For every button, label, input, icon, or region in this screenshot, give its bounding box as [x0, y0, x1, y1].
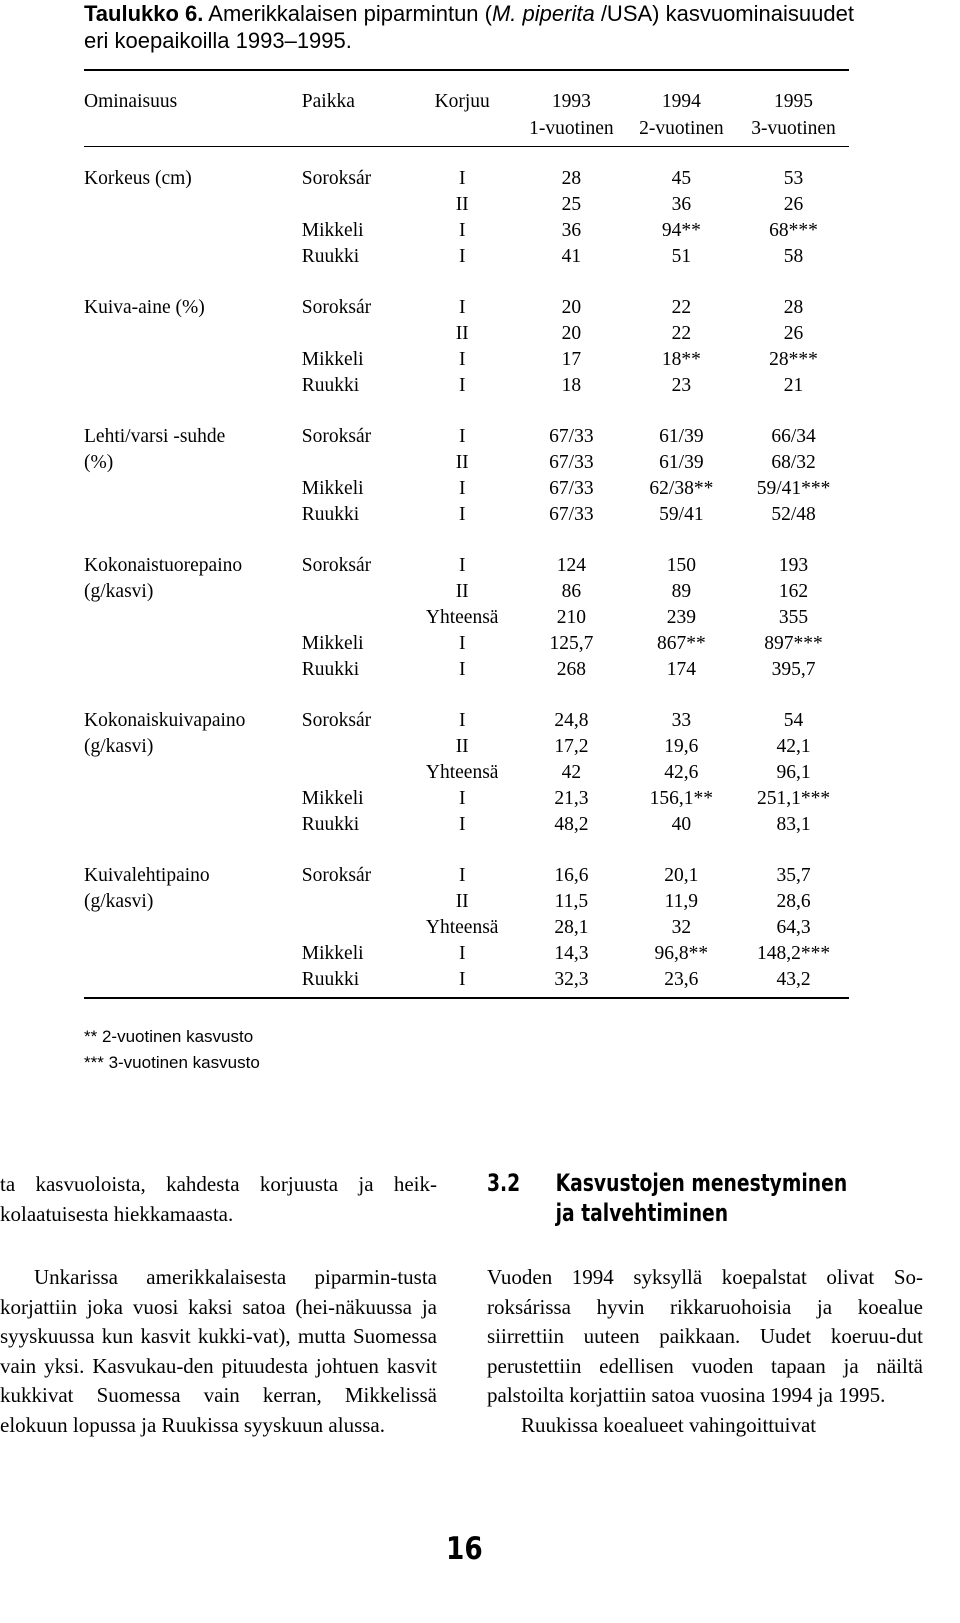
cell-harvest: I	[458, 246, 466, 267]
cell-place: Ruukki	[301, 375, 360, 396]
cell-property	[84, 941, 298, 967]
cell-harvest: I	[458, 349, 466, 370]
group-spacer	[84, 528, 849, 553]
cell-property	[84, 812, 298, 838]
cell-1995: 58	[783, 246, 804, 267]
table-row	[84, 760, 849, 786]
cell-1993: 67/33	[549, 478, 594, 499]
cell-1995: 54	[783, 710, 804, 731]
cell-place	[298, 579, 406, 605]
table-row	[84, 941, 849, 967]
cell-1994: 96,8**	[654, 943, 709, 964]
cell-1995: 68/32	[771, 452, 816, 473]
header-property: Ominaisuus	[84, 90, 178, 112]
cell-property	[84, 631, 298, 657]
table-top-rule	[84, 69, 849, 71]
caption-text-after: /USA) kasvuominaisuudet eri koepaikoilla 1993–1995.	[84, 1, 854, 53]
cell-place: Soroksár	[301, 555, 372, 576]
table-row	[84, 553, 849, 579]
footnotes	[84, 1024, 260, 1076]
cell-1994: 174	[666, 659, 696, 680]
cell-property: Kuivalehtipaino	[84, 865, 210, 886]
cell-1993: 28,1	[554, 917, 589, 938]
cell-place	[298, 915, 406, 941]
cell-harvest: I	[458, 659, 466, 680]
cell-1995: 28,6	[776, 891, 811, 912]
cell-1994: 150	[666, 555, 696, 576]
cell-property	[84, 915, 298, 941]
right-paragraph-2: Ruukissa koealueet vahingoittuivat	[521, 1412, 817, 1437]
cell-1994: 36	[671, 194, 692, 215]
cell-1994: 51	[671, 246, 692, 267]
cell-1995: 53	[783, 168, 804, 189]
cell-harvest: I	[458, 969, 466, 990]
section-number: 3.2	[487, 1169, 521, 1197]
cell-property: (%)	[84, 452, 114, 473]
cell-1993: 20	[561, 323, 582, 344]
cell-place: Soroksár	[301, 426, 372, 447]
cell-place	[298, 760, 406, 786]
cell-1994: 89	[671, 581, 692, 602]
cell-1993: 14,3	[554, 943, 589, 964]
left-paragraph-2: Unkarissa amerikkalaisesta piparmin-tusta korjattiin joka vuosi kaksi satoa (hei-näkuussa ja syyskuussa kun kasvit kukki-vat), mutta Suomessa vain yksi. Kasvukau-den pituudesta johtuen kasvit kukkivat Suomessa vain kerran, Mikkelissä elokuun lopussa ja Ruukissa syyskuun alussa.	[0, 1265, 437, 1437]
cell-harvest: II	[455, 452, 469, 473]
header-1993-sub: 1-vuotinen	[529, 117, 614, 139]
cell-1993: 67/33	[549, 452, 594, 473]
cell-1993: 16,6	[554, 865, 589, 886]
cell-1995: 355	[778, 607, 809, 628]
cell-place: Ruukki	[301, 504, 360, 525]
table-row	[84, 631, 849, 657]
cell-place: Mikkeli	[301, 633, 364, 654]
cell-1995: 43,2	[776, 969, 811, 990]
table-row	[84, 734, 849, 760]
cell-property: Lehti/varsi -suhde	[84, 426, 226, 447]
cell-1993: 18	[561, 375, 582, 396]
cell-harvest: I	[458, 633, 466, 654]
cell-property	[84, 605, 298, 631]
cell-harvest: Yhteensä	[425, 917, 499, 938]
cell-1994: 61/39	[659, 452, 704, 473]
cell-place: Mikkeli	[301, 220, 364, 241]
cell-1995: 42,1	[776, 736, 811, 757]
cell-1995: 26	[783, 323, 804, 344]
table-row	[84, 244, 849, 270]
table-row	[84, 192, 849, 218]
cell-1993: 41	[561, 246, 582, 267]
cell-1994: 239	[666, 607, 696, 628]
cell-1994: 59/41	[659, 504, 704, 525]
cell-place: Soroksár	[301, 865, 372, 886]
group-spacer	[84, 838, 849, 863]
cell-1993: 48,2	[554, 814, 589, 835]
caption-species: M. piperita	[491, 1, 595, 26]
cell-1994: 33	[671, 710, 692, 731]
table-row	[84, 424, 849, 450]
header-place: Paikka	[301, 90, 355, 112]
cell-1995: 64,3	[776, 917, 811, 938]
cell-place	[298, 734, 406, 760]
cell-place: Ruukki	[301, 969, 360, 990]
cell-property: Kokonaiskuivapaino	[84, 710, 246, 731]
cell-1993: 125,7	[549, 633, 594, 654]
cell-1993: 32,3	[554, 969, 589, 990]
cell-place	[298, 321, 406, 347]
cell-harvest: I	[458, 168, 466, 189]
cell-place	[298, 605, 406, 631]
cell-harvest: I	[458, 814, 466, 835]
cell-1995: 26	[783, 194, 804, 215]
left-column	[0, 1170, 437, 1440]
cell-1993: 21,3	[554, 788, 589, 809]
cell-1994: 40	[671, 814, 692, 835]
header-subrow	[84, 115, 849, 142]
section-title-line1: Kasvustojen menestyminen	[555, 1169, 848, 1197]
page-number: 16	[446, 1531, 483, 1567]
cell-harvest: I	[458, 504, 466, 525]
cell-harvest: II	[455, 891, 469, 912]
table-row	[84, 476, 849, 502]
table-row	[84, 863, 849, 889]
footnote-3-year: *** 3-vuotinen kasvusto	[84, 1053, 260, 1072]
cell-harvest: II	[455, 736, 469, 757]
cell-property: (g/kasvi)	[84, 736, 154, 757]
table-row	[84, 605, 849, 631]
cell-1994: 61/39	[659, 426, 704, 447]
table-row	[84, 967, 849, 993]
cell-1993: 28	[561, 168, 582, 189]
cell-harvest: I	[458, 555, 466, 576]
table-row	[84, 218, 849, 244]
cell-place	[298, 192, 406, 218]
cell-1993: 36	[561, 220, 582, 241]
header-1995: 1995	[774, 90, 814, 112]
cell-place: Soroksár	[301, 168, 372, 189]
cell-1995: 59/41***	[756, 478, 831, 499]
cell-1994: 18**	[661, 349, 701, 370]
table-row	[84, 373, 849, 399]
cell-property	[84, 476, 298, 502]
table-row	[84, 812, 849, 838]
cell-property	[84, 502, 298, 528]
cell-1993: 20	[561, 297, 582, 318]
cell-1993: 67/33	[549, 504, 594, 525]
cell-1994: 45	[671, 168, 692, 189]
cell-1993: 25	[561, 194, 582, 215]
cell-1995: 21	[783, 375, 804, 396]
header-1994-sub: 2-vuotinen	[639, 117, 724, 139]
cell-1994: 42,6	[664, 762, 699, 783]
cell-1995: 96,1	[776, 762, 811, 783]
table-row	[84, 579, 849, 605]
table-row	[84, 502, 849, 528]
cell-harvest: I	[458, 478, 466, 499]
cell-property	[84, 244, 298, 270]
table-row	[84, 166, 849, 192]
cell-1995: 52/48	[771, 504, 816, 525]
cell-1993: 268	[556, 659, 586, 680]
table-row	[84, 450, 849, 476]
cell-property: Korkeus (cm)	[84, 168, 192, 189]
cell-harvest: I	[458, 426, 466, 447]
table-row	[84, 657, 849, 683]
cell-1994: 19,6	[664, 736, 699, 757]
table-row	[84, 347, 849, 373]
cell-place: Soroksár	[301, 710, 372, 731]
cell-property	[84, 373, 298, 399]
cell-harvest: II	[455, 323, 469, 344]
group-spacer	[84, 399, 849, 424]
cell-1995: 68***	[769, 220, 818, 241]
cell-1993: 17	[561, 349, 582, 370]
cell-1994: 94**	[661, 220, 701, 241]
table-row	[84, 708, 849, 734]
cell-harvest: II	[455, 194, 469, 215]
cell-1994: 22	[671, 297, 692, 318]
cell-property	[84, 760, 298, 786]
cell-place: Mikkeli	[301, 478, 364, 499]
cell-1993: 11,5	[554, 891, 589, 912]
cell-place	[298, 450, 406, 476]
cell-1995: 28***	[769, 349, 818, 370]
cell-harvest: I	[458, 220, 466, 241]
group-spacer	[84, 270, 849, 295]
cell-place: Mikkeli	[301, 788, 364, 809]
cell-property	[84, 218, 298, 244]
cell-place: Ruukki	[301, 246, 360, 267]
header-1995-sub: 3-vuotinen	[751, 117, 836, 139]
cell-1995: 35,7	[776, 865, 811, 886]
cell-1993: 17,2	[554, 736, 589, 757]
cell-1994: 23,6	[664, 969, 699, 990]
cell-1994: 22	[671, 323, 692, 344]
footnote-2-year: ** 2-vuotinen kasvusto	[84, 1027, 254, 1046]
cell-1994: 11,9	[664, 891, 699, 912]
cell-place: Mikkeli	[301, 349, 364, 370]
right-column	[487, 1263, 923, 1440]
cell-1994: 867**	[656, 633, 706, 654]
cell-1994: 20,1	[664, 865, 699, 886]
cell-property	[84, 347, 298, 373]
cell-property	[84, 967, 298, 993]
cell-1995: 193	[778, 555, 809, 576]
header-1993: 1993	[551, 90, 591, 112]
cell-harvest: I	[458, 375, 466, 396]
cell-harvest: Yhteensä	[425, 762, 499, 783]
growth-table	[84, 88, 849, 993]
cell-harvest: I	[458, 297, 466, 318]
cell-property: (g/kasvi)	[84, 581, 154, 602]
cell-property	[84, 321, 298, 347]
cell-place: Ruukki	[301, 659, 360, 680]
cell-place: Ruukki	[301, 814, 360, 835]
cell-1995: 251,1***	[756, 788, 831, 809]
cell-harvest: II	[455, 581, 469, 602]
right-paragraph-1: Vuoden 1994 syksyllä koepalstat olivat So-roksárissa hyvin rikkaruohoisia ja koealue siirrettiin uuteen paikkaan. Uudet koeruu-dut perustettiin edellisen vuoden tapaan ja näiltä palstoilta korjattiin satoa vuosina 1994 ja 1995.	[487, 1265, 923, 1407]
caption-label: Taulukko 6.	[84, 1, 204, 26]
cell-1994: 62/38**	[649, 478, 714, 499]
section-title-line2: ja talvehtiminen	[555, 1199, 729, 1227]
cell-1993: 86	[561, 581, 582, 602]
cell-1995: 162	[778, 581, 809, 602]
cell-1995: 28	[783, 297, 804, 318]
cell-1995: 897***	[764, 633, 823, 654]
cell-1993: 67/33	[549, 426, 594, 447]
cell-place: Mikkeli	[301, 943, 364, 964]
cell-harvest: I	[458, 788, 466, 809]
cell-1995: 83,1	[776, 814, 811, 835]
cell-1993: 210	[556, 607, 586, 628]
table-body	[84, 166, 849, 993]
cell-property	[84, 192, 298, 218]
table-caption	[84, 0, 884, 54]
header-row	[84, 88, 849, 115]
cell-1993: 124	[556, 555, 586, 576]
cell-place: Soroksár	[301, 297, 372, 318]
table-row	[84, 786, 849, 812]
cell-property: (g/kasvi)	[84, 891, 154, 912]
cell-property: Kuiva-aine (%)	[84, 297, 205, 318]
cell-1994: 32	[671, 917, 692, 938]
cell-1994: 156,1**	[649, 788, 714, 809]
table-row	[84, 915, 849, 941]
caption-text-before: Amerikkalaisen piparmintun (	[203, 1, 492, 26]
cell-harvest: Yhteensä	[425, 607, 499, 628]
table-bottom-rule	[84, 997, 849, 999]
cell-1993: 42	[561, 762, 582, 783]
cell-harvest: I	[458, 865, 466, 886]
header-harvest: Korjuu	[434, 90, 490, 112]
header-1994: 1994	[661, 90, 701, 112]
table-row	[84, 889, 849, 915]
cell-1995: 66/34	[771, 426, 816, 447]
left-paragraph-1: ta kasvuoloista, kahdesta korjuusta ja heik-kolaatuisesta hiekkamaasta.	[0, 1172, 437, 1226]
cell-property	[84, 786, 298, 812]
cell-1995: 395,7	[771, 659, 816, 680]
cell-1994: 23	[671, 375, 692, 396]
cell-property: Kokonaistuorepaino	[84, 555, 243, 576]
cell-harvest: I	[458, 943, 466, 964]
group-spacer	[84, 683, 849, 708]
table-row	[84, 295, 849, 321]
cell-place	[298, 889, 406, 915]
cell-property	[84, 657, 298, 683]
cell-harvest: I	[458, 710, 466, 731]
section-heading	[487, 1168, 847, 1228]
cell-1993: 24,8	[554, 710, 589, 731]
cell-1995: 148,2***	[756, 943, 831, 964]
table-row	[84, 321, 849, 347]
